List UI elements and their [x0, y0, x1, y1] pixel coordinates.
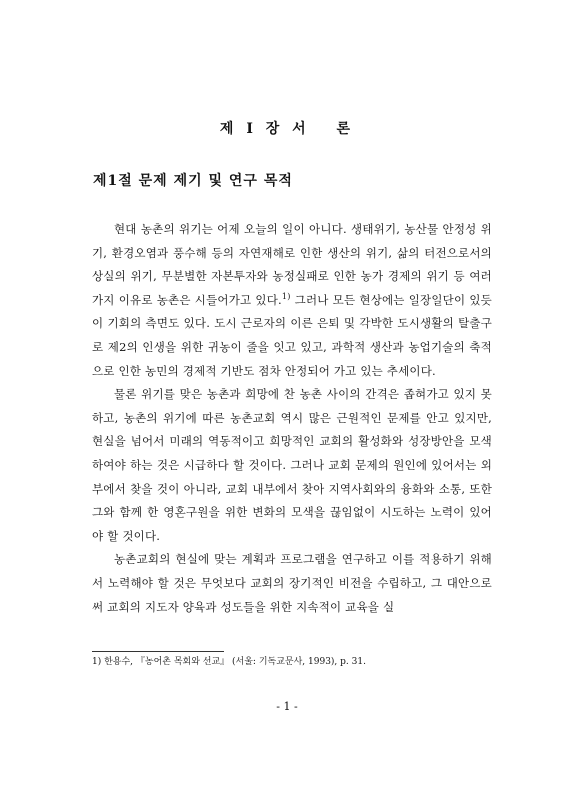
- page-number: - 1 -: [276, 700, 298, 713]
- paragraph-1: [92, 218, 492, 383]
- paragraph-1-text-b: 그러나 모든 현상에는 일장일단이 있듯이 기회의 측면도 있다. 도시 근로자의 이른 은퇴 및 각박한 도시생활의 탈출구로 제2의 인생을 위한 귀농이 줄을 잇고 있고, 과학적 생산과 농업기술의 축적으로 인한 농민의 경제적 기반도 점차 안정되어 가고 있는 추세이다.: [92, 292, 492, 378]
- chapter-title: 제 I 장 서 론: [219, 121, 355, 137]
- paragraph-2: 물론 위기를 맞은 농촌과 희망에 찬 농촌 사이의 간격은 좁혀가고 있지 못하고, 농촌의 위기에 따른 농촌교회 역시 많은 근원적인 문제를 안고 있지만, 현실을 넘어서 미래의 역동적이고 희망적인 교회의 활성화와 성장방안을 모색하여야 하는 것은 시급하다 할 것이다. 그러나 교회 문제의 원인에 있어서는 외부에서 찾을 것이 아니라, 교회 내부에서 찾아 지역사회와의 융화와 소통, 또한 그와 함께 한 영혼구원을 위한 변화의 모색을 끊임없이 시도하는 노력이 있어야 할 것이다.: [92, 387, 492, 543]
- section-title: 제1절 문제 제기 및 연구 목적: [93, 173, 293, 189]
- footnote-reference: 1): [281, 291, 291, 301]
- paragraph-1-text-a: 현대 농촌의 위기는 어제 오늘의 일이 아니다. 생태위기, 농산물 안정성 위기, 환경오염과 풍수해 등의 자연재해로 인한 생산의 위기, 삶의 터전으로서의 상실의 위기, 무분별한 자본투자와 농정실패로 인한 농가 경제의 위기 등 여러 가지 이유로 농촌은 시들어가고 있다.: [92, 222, 492, 307]
- paragraph-3: 농촌교회의 현실에 맞는 계획과 프로그램을 연구하고 이를 적용하기 위해서 노력해야 할 것은 무엇보다 교회의 장기적인 비전을 수립하고, 그 대안으로써 교회의 지도자 양육과 성도들을 위한 지속적이 교육을 실: [92, 552, 492, 614]
- footnote-divider: [92, 651, 224, 652]
- footnote: 1) 한용수, 『농어촌 목회와 선교』 (서울: 기독교문사, 1993), p. 31.: [92, 657, 366, 667]
- body-text: [92, 218, 492, 619]
